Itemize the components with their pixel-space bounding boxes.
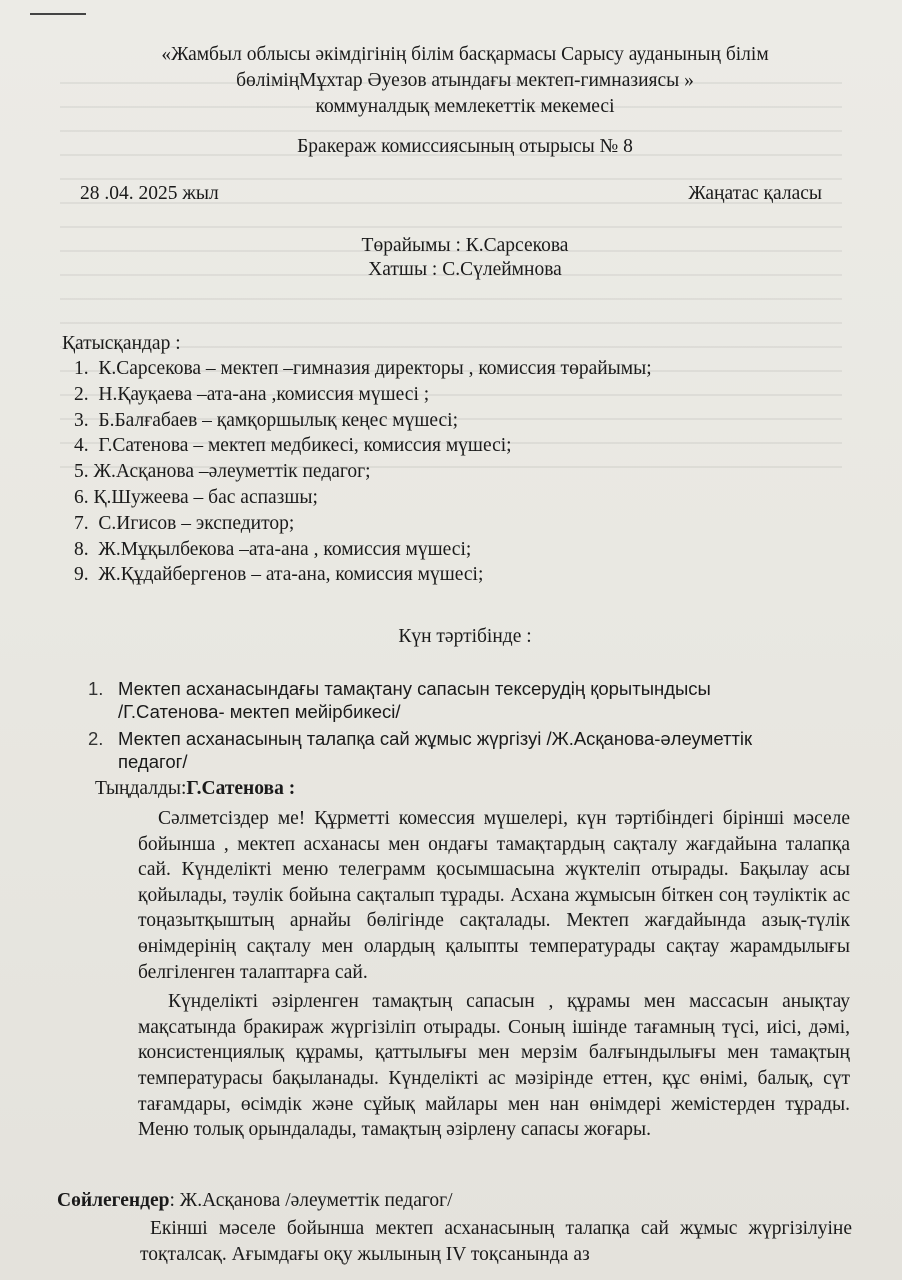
speakers-label: Сөйлегендер bbox=[57, 1190, 170, 1211]
list-item bbox=[88, 677, 848, 723]
speakers-name: : Ж.Асқанова /әлеуметтік педагог/ bbox=[169, 1190, 453, 1211]
participants-label: Қатысқандар : bbox=[62, 333, 181, 354]
list-item: 2. Н.Қауқаева –ата-ана ,комиссия мүшесі ; bbox=[74, 383, 430, 405]
list-item: 5. Ж.Асқанова –әлеуметтік педагог; bbox=[74, 461, 371, 483]
list-item: 4. Г.Сатенова – мектеп медбикесі, комиссия мүшесі; bbox=[74, 435, 512, 457]
agenda-text: /Г.Сатенова- мектеп мейірбикесі/ bbox=[118, 701, 401, 722]
meeting-date: 28 .04. 2025 жыл bbox=[80, 183, 219, 204]
participants-list bbox=[62, 356, 652, 588]
secretary: Хатшы : С.Сүлеймнова bbox=[368, 259, 562, 280]
paragraph: Екінші мәселе бойынша мектеп асханасының талапқа сай жұмыс жүргізілуіне тоқталсақ. Ағымдағы оқу жылының IV тоқсанында аз bbox=[140, 1218, 852, 1265]
heard-heading bbox=[95, 778, 295, 800]
heard-name: Г.Сатенова : bbox=[186, 778, 296, 799]
agenda-number: 1. bbox=[88, 678, 104, 699]
paragraph: Күнделікті әзірленген тамақтың сапасын , құрамы мен массасын анықтау мақсатында бракираж жүргізіліп отырады. Соның ішінде тағамның түсі, иісі, дәмі, консистенциялық құрамы, қаттылығы мен мерзім балғындылығы мен тамақтың температурасы бақыланады. Күнделікті ас мәзірінде еттен, құс өнімі, балық, сүт тағамдары, өсімдік және сұйық майлары мен нан өнімдері жемістерден тұрады. Меню толық орындалады, тамақтың әзірлену сапасы жоғары. bbox=[138, 991, 850, 1141]
list-item: 9. Ж.Құдайбергенов – ата-ана, комиссия мүшесі; bbox=[74, 564, 484, 586]
title-line-2: бөліміңМұхтар Әуезов атындағы мектеп-гимназиясы » bbox=[236, 70, 694, 91]
paragraph: Сәлметсіздер ме! Құрметті комессия мүшелері, күн тәртібіндегі бірінші мәселе бойынша , мектеп асханасы мен ондағы тамақтардың сақталу жағдайына талапқа сай. Күнделікті меню телеграмм қосымшасына жүктеліп отырады. Бақылау асы қойылады, тәулік бойына сақталып тұрады. Асхана жұмысын біткен соң тәуліктік ас тоңазытқыштың арнайы бөлігінде сақталады. Мектеп жағдайында азық-түлік өнімдерінің сақталу мен олардың қалыпты температурады сақтау жарамдылығы белгіленген талаптарға сай. bbox=[138, 808, 850, 983]
officers bbox=[60, 234, 870, 282]
title-line-1: «Жамбыл облысы әкімдігінің білім басқармасы Сарысу ауданының білім bbox=[161, 44, 769, 65]
agenda-list bbox=[88, 677, 848, 777]
speech-askanova bbox=[140, 1216, 852, 1267]
list-item: 3. Б.Балғабаев – қамқоршылық кеңес мүшесі; bbox=[74, 409, 459, 431]
agenda-text: Мектеп асханасының талапқа сай жұмыс жүргізуі /Ж.Асқанова-әлеуметтік bbox=[118, 728, 753, 749]
chairperson: Төрайымы : К.Сарсекова bbox=[361, 235, 569, 256]
heard-label: Тыңдалды: bbox=[95, 778, 187, 799]
institution-title bbox=[60, 42, 870, 120]
list-item bbox=[88, 727, 848, 773]
agenda-text: педагог/ bbox=[118, 751, 188, 772]
speakers-heading bbox=[57, 1190, 453, 1212]
title-line-3: коммуналдық мемлекеттік мекемесі bbox=[315, 96, 615, 117]
list-item: 7. С.Игисов – экспедитор; bbox=[74, 512, 295, 534]
meeting-city: Жаңатас қаласы bbox=[688, 183, 822, 204]
list-item: 1. К.Сарсекова – мектеп –гимназия директоры , комиссия төрайымы; bbox=[74, 358, 652, 379]
agenda-text: Мектеп асханасындағы тамақтану сапасын тексерудің қорытындысы bbox=[118, 678, 711, 699]
agenda-title: Күн тәртібінде : bbox=[398, 626, 532, 647]
list-item: 8. Ж.Мұқылбекова –ата-ана , комиссия мүшесі; bbox=[74, 538, 472, 560]
speech-satenova bbox=[138, 806, 850, 1143]
agenda-number: 2. bbox=[88, 728, 104, 749]
top-rule bbox=[30, 13, 86, 15]
list-item: 6. Қ.Шужеева – бас аспазшы; bbox=[74, 486, 318, 508]
meeting-title: Бракераж комиссиясының отырысы № 8 bbox=[297, 136, 633, 157]
